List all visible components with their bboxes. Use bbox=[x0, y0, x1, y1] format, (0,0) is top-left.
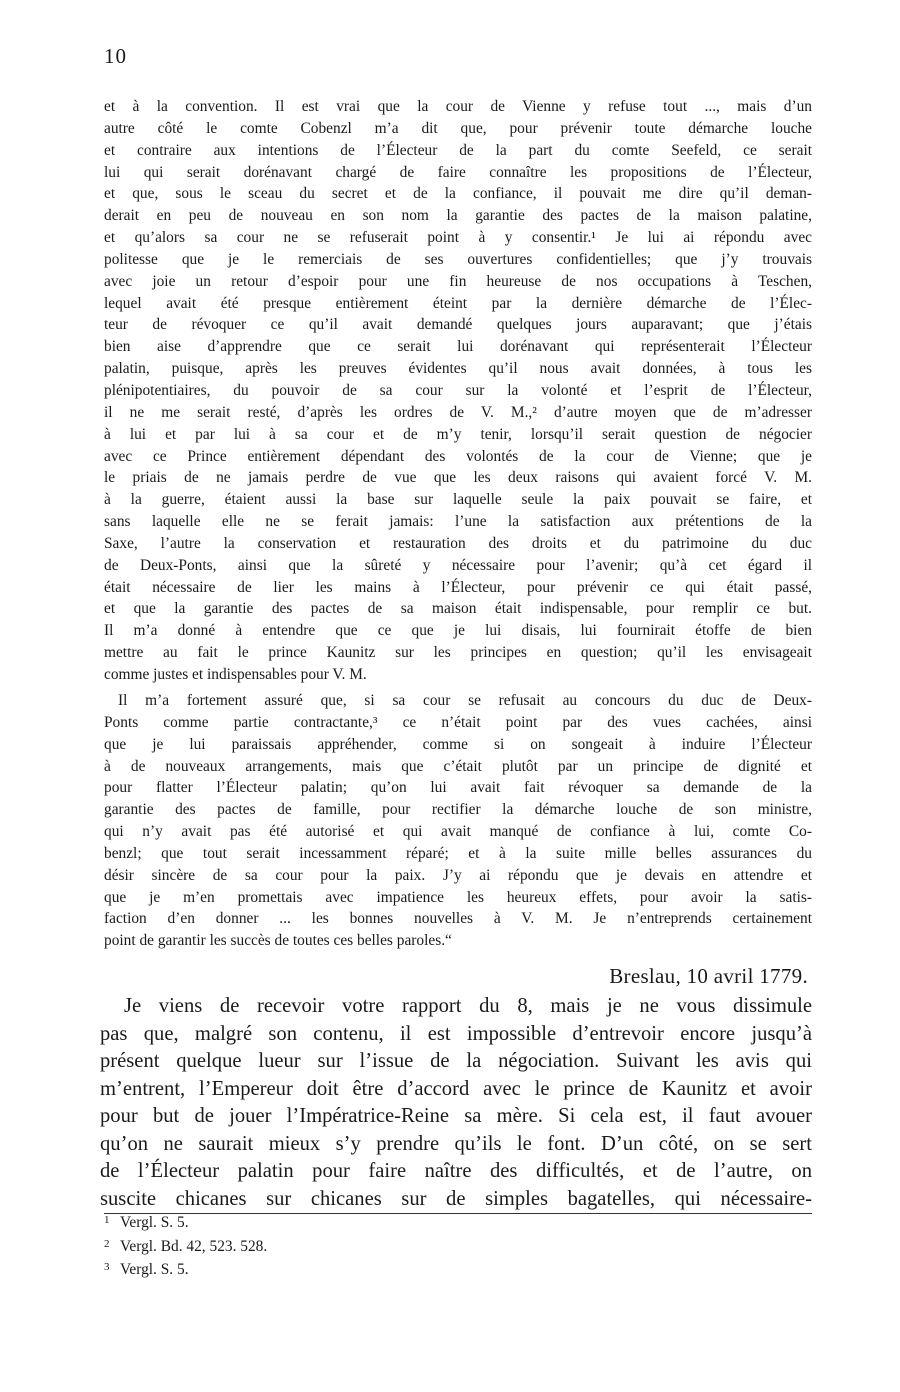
footnote-marker: 1 bbox=[104, 1214, 110, 1226]
footnote bbox=[104, 1257, 504, 1281]
text-line: bien aise d’apprendre que ce serait lui dorénavant qui représenterait l’Électeur bbox=[104, 338, 812, 356]
text-line: que je m’en promettais avec impatience les heureux effets, pour avoir la satis- bbox=[104, 888, 812, 906]
footnote-text: Vergl. Bd. 42, 523. 528. bbox=[120, 1237, 268, 1255]
text-line: pas que, malgré son contenu, il est impossible d’entrevoir encore jusqu’à bbox=[100, 1022, 812, 1045]
text-line: désir sincère de sa cour pour la paix. J’y ai répondu que je devais en attendre et bbox=[104, 866, 812, 884]
text-line: et contraire aux intentions de l’Électeur de la part du comte Seefeld, ce serait bbox=[104, 141, 812, 159]
text-line: à de nouveaux arrangements, mais que c’était plutôt par un principe de dignité et bbox=[104, 757, 812, 775]
footnote bbox=[104, 1234, 504, 1258]
text-line: de l’Électeur palatin pour faire naître des difficultés, et de l’autre, on bbox=[100, 1160, 812, 1182]
text-line: à lui et par lui à sa cour et de m’y tenir, lorsqu’il serait question de négocier bbox=[104, 425, 812, 443]
text-line: palatin, puisque, après les preuves évidentes qu’il nous avait données, à tous les bbox=[104, 360, 812, 378]
text-line: comme justes et indispensables pour V. M. bbox=[104, 665, 367, 683]
text-line: plénipotentiaires, du pouvoir de sa cour sur la volonté et l’esprit de l’Électeur, bbox=[104, 381, 812, 399]
text-line: mettre au fait le prince Kaunitz sur les principes en question; qu’il les envisageait bbox=[104, 644, 812, 662]
text-line: le priais de ne jamais perdre de vue que les deux raisons qui avaient forcé V. M. bbox=[104, 469, 812, 487]
text-line: de Deux-Ponts, ainsi que la sûreté y nécessaire pour l’avenir; qu’à cet égard il bbox=[104, 556, 812, 574]
text-line: garantie des pactes de famille, pour rectifier la démarche louche de son ministre, bbox=[104, 801, 812, 819]
footnote-marker: 2 bbox=[104, 1237, 110, 1250]
footnote-text: Vergl. S. 5. bbox=[120, 1214, 189, 1231]
footnote bbox=[104, 1210, 504, 1234]
text-line: avec joie un retour d’espoir pour une fin heureuse de nos occupations à Teschen, bbox=[104, 272, 812, 290]
text-line: à la guerre, étaient aussi la base sur laquelle seule la paix pouvait se faire, et bbox=[104, 491, 812, 509]
quoted-report-paragraph-1 bbox=[104, 96, 812, 686]
text-line: et que la garantie des pactes de sa maison était indispensable, pour remplir ce but. bbox=[104, 600, 812, 618]
text-line: qu’on ne saurait mieux s’y prendre qu’ils le font. D’un côté, on se sert bbox=[100, 1132, 812, 1155]
text-line: était nécessaire de lier les mains à l’Électeur, pour prévenir ce qui était passé, bbox=[104, 578, 812, 596]
text-line: point de garantir les succès de toutes ces belles paroles.“ bbox=[104, 932, 452, 950]
text-line: autre côté le comte Cobenzl m’a dit que, pour prévenir toute démarche louche bbox=[104, 119, 812, 137]
text-line: pour but de jouer l’Impératrice-Reine sa mère. Si cela est, il faut avouer bbox=[100, 1105, 812, 1127]
text-line: politesse que je le remerciais de ses ouvertures confidentielles; que j’y trouvais bbox=[104, 250, 812, 268]
text-line: faction d’en donner ... les bonnes nouvelles à V. M. Je n’entreprends certainement bbox=[104, 910, 812, 928]
page-number: 10 bbox=[104, 44, 127, 68]
text-line: Je viens de recevoir votre rapport du 8, mais je ne vous dissimule bbox=[124, 995, 812, 1017]
text-line: présent quelque lueur sur l’issue de la négociation. Suivant les avis qui bbox=[100, 1050, 812, 1072]
text-line: Il m’a fortement assuré que, si sa cour se refusait au concours du duc de Deux- bbox=[118, 692, 812, 709]
text-line: m’entrent, l’Empereur doit être d’accord avec le prince de Kaunitz et avoir bbox=[100, 1077, 812, 1100]
text-line: teur de révoquer ce qu’il avait demandé quelques jours auparavant; que j’étais bbox=[104, 316, 812, 334]
text-line: Ponts comme partie contractante,³ ce n’était point par des vues cachées, ainsi bbox=[104, 713, 812, 731]
footnote-text: Vergl. S. 5. bbox=[120, 1261, 189, 1278]
text-line: qui n’y avait pas été autorisé et qui avait manqué de confiance à lui, comte Co- bbox=[104, 823, 812, 841]
text-line: benzl; que tout serait incessamment réparé; et à la suite mille belles assurances du bbox=[104, 844, 812, 862]
letter-body bbox=[100, 993, 812, 1213]
text-line: et qu’alors sa cour ne se refuserait point à y consentir.¹ Je lui ai répondu avec bbox=[104, 229, 812, 247]
text-line: lequel avait été presque entièrement éteint par la dernière démarche de l’Élec- bbox=[104, 294, 812, 312]
text-line: il ne me serait resté, d’après les ordres de V. M.,² d’autre moyen que de m’adresser bbox=[104, 403, 812, 421]
footnotes bbox=[104, 1210, 504, 1281]
text-line: suscite chicanes sur chicanes sur de simples bagatelles, qui nécessaire- bbox=[100, 1187, 812, 1210]
footnote-marker: 3 bbox=[104, 1261, 110, 1273]
text-line: pour flatter l’Électeur palatin; qu’on lui avait fait révoquer sa demande de la bbox=[104, 779, 812, 797]
letter-dateline: Breslau, 10 avril 1779. bbox=[609, 964, 808, 988]
text-line: et que, sous le sceau du secret et de la confiance, il pouvait me dire qu’il deman- bbox=[104, 185, 812, 203]
text-line: sans laquelle elle ne se ferait jamais: l’une la satisfaction aux prétentions de la bbox=[104, 513, 812, 531]
text-line: avec ce Prince entièrement dépendant des volontés de la cour de Vienne; que je bbox=[104, 447, 812, 465]
text-line: Il m’a donné à entendre que ce que je lui disais, lui fournirait étoffe de bien bbox=[104, 622, 812, 640]
text-line: lui qui serait dorénavant chargé de faire connaître les propositions de l’Électeur, bbox=[104, 163, 812, 181]
text-line: que je lui paraissais appréhender, comme si on songeait à induire l’Électeur bbox=[104, 735, 812, 753]
text-line: derait en peu de nouveau en son nom la garantie des pactes de la maison palatine, bbox=[104, 207, 812, 225]
quoted-report-paragraph-2 bbox=[104, 690, 812, 952]
text-line: Saxe, l’autre la conservation et restauration des droits et du patrimoine du duc bbox=[104, 534, 812, 552]
text-line: et à la convention. Il est vrai que la cour de Vienne y refuse tout ..., mais d’un bbox=[104, 98, 812, 115]
